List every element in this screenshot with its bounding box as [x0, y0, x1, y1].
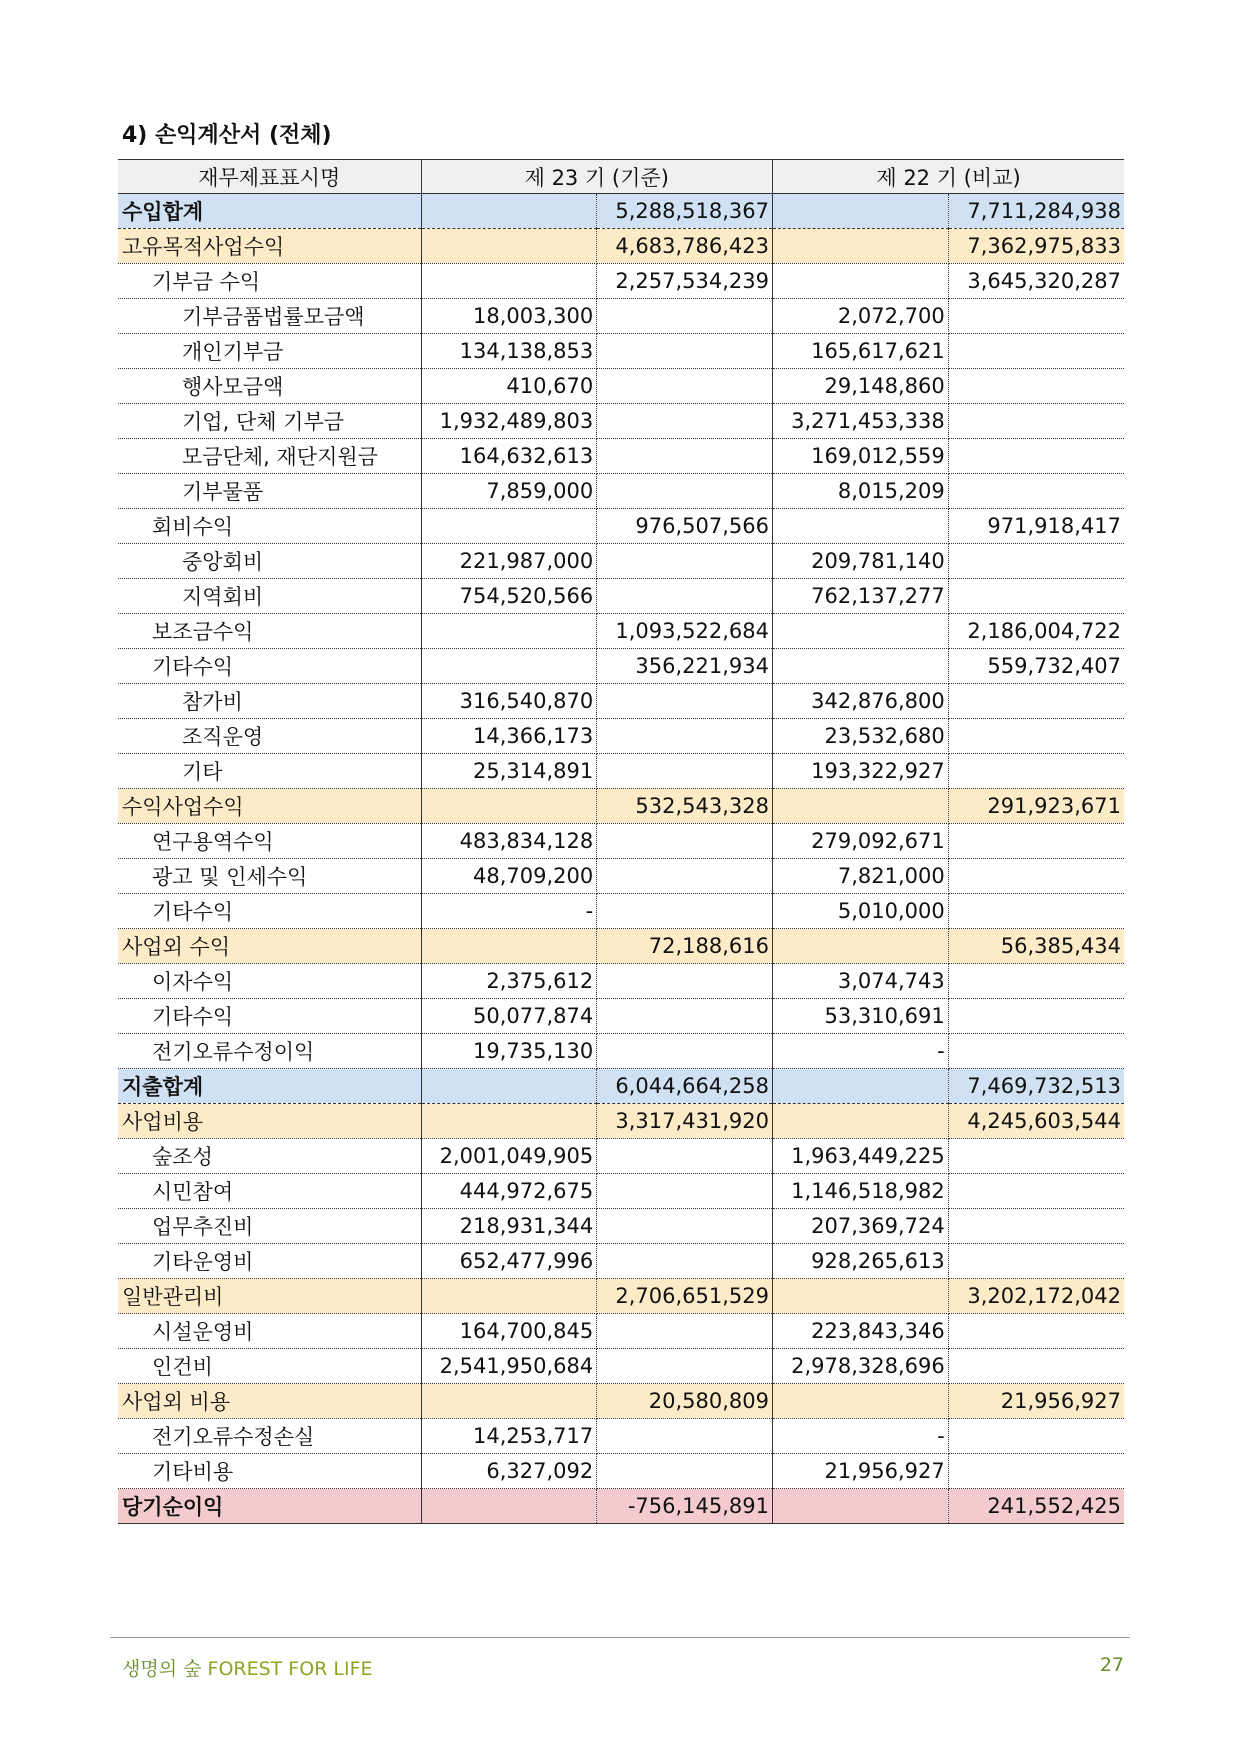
cell-current-detail	[421, 509, 597, 544]
cell-prior-detail	[773, 264, 949, 299]
row-label: 수입합계	[118, 194, 421, 229]
row-label: 조직운영	[118, 719, 421, 754]
cell-prior-subtotal	[948, 474, 1124, 509]
table-row	[118, 1279, 1124, 1314]
table-row	[118, 229, 1124, 264]
row-label: 기타	[118, 754, 421, 789]
cell-current-detail: 483,834,128	[421, 824, 597, 859]
row-label: 회비수익	[118, 509, 421, 544]
cell-prior-subtotal	[948, 894, 1124, 929]
page-number: 27	[1099, 1654, 1124, 1676]
table-row	[118, 509, 1124, 544]
cell-current-detail	[421, 1384, 597, 1419]
cell-prior-subtotal	[948, 859, 1124, 894]
cell-prior-subtotal: 559,732,407	[948, 649, 1124, 684]
cell-current-subtotal: 2,257,534,239	[597, 264, 773, 299]
cell-current-subtotal	[597, 894, 773, 929]
cell-prior-subtotal: 971,918,417	[948, 509, 1124, 544]
cell-prior-detail	[773, 194, 949, 229]
cell-prior-detail: 207,369,724	[773, 1209, 949, 1244]
cell-prior-subtotal: 7,711,284,938	[948, 194, 1124, 229]
row-label: 행사모금액	[118, 369, 421, 404]
cell-current-subtotal: 3,317,431,920	[597, 1104, 773, 1139]
cell-prior-subtotal	[948, 579, 1124, 614]
cell-prior-detail: 1,963,449,225	[773, 1139, 949, 1174]
cell-current-subtotal	[597, 439, 773, 474]
table-row	[118, 404, 1124, 439]
page-title: 4) 손익계산서 (전체)	[122, 123, 332, 148]
cell-prior-detail	[773, 1384, 949, 1419]
cell-prior-detail: 21,956,927	[773, 1454, 949, 1489]
cell-current-detail	[421, 194, 597, 229]
cell-prior-detail: 928,265,613	[773, 1244, 949, 1279]
table-row	[118, 1209, 1124, 1244]
cell-current-detail: 316,540,870	[421, 684, 597, 719]
cell-prior-subtotal	[948, 1209, 1124, 1244]
header-current-period: 제 23 기 (기준)	[421, 160, 773, 194]
row-label: 기부물품	[118, 474, 421, 509]
cell-current-detail: 754,520,566	[421, 579, 597, 614]
table-row	[118, 194, 1124, 229]
cell-prior-subtotal	[948, 999, 1124, 1034]
cell-current-subtotal: 6,044,664,258	[597, 1069, 773, 1104]
row-label: 전기오류수정손실	[118, 1419, 421, 1454]
cell-current-subtotal	[597, 1349, 773, 1384]
cell-current-detail: 2,541,950,684	[421, 1349, 597, 1384]
cell-current-detail	[421, 789, 597, 824]
table-row	[118, 684, 1124, 719]
cell-current-subtotal: 72,188,616	[597, 929, 773, 964]
row-label: 기타수익	[118, 999, 421, 1034]
table-row	[118, 1419, 1124, 1454]
cell-prior-detail: 165,617,621	[773, 334, 949, 369]
cell-prior-detail	[773, 509, 949, 544]
row-label: 기타수익	[118, 894, 421, 929]
cell-current-subtotal: 4,683,786,423	[597, 229, 773, 264]
cell-current-subtotal	[597, 1209, 773, 1244]
cell-prior-detail: 2,978,328,696	[773, 1349, 949, 1384]
cell-current-detail: 18,003,300	[421, 299, 597, 334]
cell-current-subtotal	[597, 964, 773, 999]
cell-current-detail	[421, 1069, 597, 1104]
income-statement-table	[118, 159, 1124, 1524]
row-label: 연구용역수익	[118, 824, 421, 859]
cell-current-subtotal: 2,706,651,529	[597, 1279, 773, 1314]
cell-prior-subtotal	[948, 299, 1124, 334]
table-row	[118, 1244, 1124, 1279]
row-label: 사업외 비용	[118, 1384, 421, 1419]
cell-current-subtotal	[597, 754, 773, 789]
cell-prior-subtotal	[948, 1419, 1124, 1454]
row-label: 사업비용	[118, 1104, 421, 1139]
cell-prior-subtotal	[948, 1349, 1124, 1384]
cell-current-subtotal	[597, 544, 773, 579]
cell-prior-subtotal	[948, 964, 1124, 999]
cell-current-subtotal: -756,145,891	[597, 1489, 773, 1524]
table-row	[118, 1454, 1124, 1489]
cell-prior-subtotal	[948, 1034, 1124, 1069]
cell-current-detail: 164,700,845	[421, 1314, 597, 1349]
cell-current-detail: 25,314,891	[421, 754, 597, 789]
row-label: 숲조성	[118, 1139, 421, 1174]
header-account-name: 재무제표표시명	[118, 160, 421, 194]
cell-prior-detail	[773, 1104, 949, 1139]
cell-current-subtotal	[597, 684, 773, 719]
cell-current-detail: 6,327,092	[421, 1454, 597, 1489]
cell-current-detail: 134,138,853	[421, 334, 597, 369]
cell-prior-subtotal: 7,362,975,833	[948, 229, 1124, 264]
cell-current-detail	[421, 229, 597, 264]
cell-current-detail	[421, 264, 597, 299]
cell-prior-detail: 3,074,743	[773, 964, 949, 999]
cell-prior-detail	[773, 649, 949, 684]
cell-prior-subtotal	[948, 334, 1124, 369]
cell-prior-detail	[773, 1279, 949, 1314]
row-label: 기타수익	[118, 649, 421, 684]
cell-prior-subtotal: 4,245,603,544	[948, 1104, 1124, 1139]
cell-prior-detail	[773, 789, 949, 824]
table-row	[118, 1174, 1124, 1209]
cell-current-subtotal	[597, 859, 773, 894]
row-label: 전기오류수정이익	[118, 1034, 421, 1069]
footer-divider	[110, 1637, 1130, 1638]
cell-current-detail: 14,253,717	[421, 1419, 597, 1454]
cell-current-subtotal	[597, 1244, 773, 1279]
cell-current-detail: 221,987,000	[421, 544, 597, 579]
table-row	[118, 929, 1124, 964]
table-row	[118, 1069, 1124, 1104]
cell-prior-detail: 279,092,671	[773, 824, 949, 859]
row-label: 고유목적사업수익	[118, 229, 421, 264]
row-label: 기타운영비	[118, 1244, 421, 1279]
cell-current-detail: 2,375,612	[421, 964, 597, 999]
footer-brand-name: FOREST FOR LIFE	[207, 1658, 373, 1680]
table-row	[118, 614, 1124, 649]
cell-current-detail: 410,670	[421, 369, 597, 404]
row-label: 지역회비	[118, 579, 421, 614]
cell-current-detail: 48,709,200	[421, 859, 597, 894]
table-row	[118, 824, 1124, 859]
table-row	[118, 1384, 1124, 1419]
cell-prior-detail: 23,532,680	[773, 719, 949, 754]
cell-current-detail: 218,931,344	[421, 1209, 597, 1244]
cell-prior-detail: 5,010,000	[773, 894, 949, 929]
cell-current-detail: 7,859,000	[421, 474, 597, 509]
table-row	[118, 579, 1124, 614]
cell-prior-detail	[773, 929, 949, 964]
cell-prior-detail: 8,015,209	[773, 474, 949, 509]
row-label: 시설운영비	[118, 1314, 421, 1349]
row-label: 지출합계	[118, 1069, 421, 1104]
cell-prior-detail: 209,781,140	[773, 544, 949, 579]
cell-prior-detail: -	[773, 1034, 949, 1069]
table-row	[118, 754, 1124, 789]
table-row	[118, 439, 1124, 474]
cell-prior-detail: 53,310,691	[773, 999, 949, 1034]
cell-prior-subtotal	[948, 1454, 1124, 1489]
cell-current-subtotal	[597, 719, 773, 754]
cell-current-subtotal	[597, 999, 773, 1034]
cell-current-subtotal	[597, 334, 773, 369]
cell-prior-subtotal: 56,385,434	[948, 929, 1124, 964]
row-label: 참가비	[118, 684, 421, 719]
row-label: 수익사업수익	[118, 789, 421, 824]
footer-branding	[122, 1654, 373, 1681]
cell-prior-subtotal	[948, 439, 1124, 474]
cell-current-subtotal: 532,543,328	[597, 789, 773, 824]
table-row	[118, 1139, 1124, 1174]
cell-current-subtotal	[597, 299, 773, 334]
table-row	[118, 894, 1124, 929]
cell-current-detail: 652,477,996	[421, 1244, 597, 1279]
row-label: 업무추진비	[118, 1209, 421, 1244]
table-row	[118, 1034, 1124, 1069]
cell-prior-subtotal: 3,645,320,287	[948, 264, 1124, 299]
cell-current-subtotal	[597, 1139, 773, 1174]
row-label: 중앙회비	[118, 544, 421, 579]
cell-prior-detail: 29,148,860	[773, 369, 949, 404]
table-header-row	[118, 160, 1124, 194]
cell-current-detail	[421, 614, 597, 649]
cell-prior-subtotal: 7,469,732,513	[948, 1069, 1124, 1104]
cell-current-detail: 164,632,613	[421, 439, 597, 474]
cell-prior-detail: 2,072,700	[773, 299, 949, 334]
cell-current-subtotal	[597, 1454, 773, 1489]
cell-current-detail	[421, 1104, 597, 1139]
cell-prior-detail: -	[773, 1419, 949, 1454]
footer-org-name: 생명의 숲	[122, 1658, 202, 1680]
cell-current-subtotal	[597, 579, 773, 614]
cell-prior-subtotal	[948, 754, 1124, 789]
cell-current-detail: 14,366,173	[421, 719, 597, 754]
cell-prior-subtotal	[948, 404, 1124, 439]
cell-current-detail: 19,735,130	[421, 1034, 597, 1069]
table-body	[118, 194, 1124, 1524]
cell-current-subtotal	[597, 1419, 773, 1454]
row-label: 기업, 단체 기부금	[118, 404, 421, 439]
cell-current-subtotal	[597, 404, 773, 439]
cell-current-detail	[421, 649, 597, 684]
cell-current-detail	[421, 1279, 597, 1314]
cell-current-subtotal	[597, 474, 773, 509]
row-label: 광고 및 인세수익	[118, 859, 421, 894]
header-prior-period: 제 22 기 (비교)	[773, 160, 1125, 194]
row-label: 이자수익	[118, 964, 421, 999]
row-label: 당기순이익	[118, 1489, 421, 1524]
cell-prior-subtotal: 21,956,927	[948, 1384, 1124, 1419]
table-row	[118, 859, 1124, 894]
table-row	[118, 544, 1124, 579]
cell-current-subtotal: 356,221,934	[597, 649, 773, 684]
table-row	[118, 1314, 1124, 1349]
table-row	[118, 999, 1124, 1034]
cell-prior-subtotal	[948, 1174, 1124, 1209]
row-label: 사업외 수익	[118, 929, 421, 964]
cell-prior-detail: 7,821,000	[773, 859, 949, 894]
table-row	[118, 964, 1124, 999]
cell-current-subtotal	[597, 1034, 773, 1069]
cell-prior-detail: 3,271,453,338	[773, 404, 949, 439]
row-label: 모금단체, 재단지원금	[118, 439, 421, 474]
cell-current-subtotal	[597, 1174, 773, 1209]
cell-current-subtotal: 20,580,809	[597, 1384, 773, 1419]
table-row	[118, 1349, 1124, 1384]
cell-prior-detail: 762,137,277	[773, 579, 949, 614]
row-label: 일반관리비	[118, 1279, 421, 1314]
row-label: 시민참여	[118, 1174, 421, 1209]
cell-prior-subtotal	[948, 544, 1124, 579]
row-label: 개인기부금	[118, 334, 421, 369]
cell-prior-subtotal	[948, 719, 1124, 754]
cell-current-subtotal	[597, 824, 773, 859]
cell-prior-subtotal: 3,202,172,042	[948, 1279, 1124, 1314]
cell-prior-subtotal	[948, 824, 1124, 859]
cell-current-detail	[421, 1489, 597, 1524]
cell-current-detail	[421, 929, 597, 964]
cell-prior-subtotal	[948, 1314, 1124, 1349]
table-row	[118, 789, 1124, 824]
row-label: 기부금 수익	[118, 264, 421, 299]
cell-prior-detail	[773, 1489, 949, 1524]
table-row	[118, 299, 1124, 334]
cell-prior-detail: 1,146,518,982	[773, 1174, 949, 1209]
cell-prior-subtotal	[948, 1139, 1124, 1174]
cell-prior-subtotal: 291,923,671	[948, 789, 1124, 824]
cell-current-subtotal: 5,288,518,367	[597, 194, 773, 229]
cell-current-subtotal: 976,507,566	[597, 509, 773, 544]
table-row	[118, 1489, 1124, 1524]
row-label: 보조금수익	[118, 614, 421, 649]
cell-prior-subtotal	[948, 684, 1124, 719]
row-label: 기부금품법률모금액	[118, 299, 421, 334]
cell-prior-detail: 342,876,800	[773, 684, 949, 719]
cell-prior-detail: 169,012,559	[773, 439, 949, 474]
table-row	[118, 649, 1124, 684]
table-row	[118, 334, 1124, 369]
table-row	[118, 264, 1124, 299]
cell-current-detail: 444,972,675	[421, 1174, 597, 1209]
cell-prior-detail: 223,843,346	[773, 1314, 949, 1349]
table-row	[118, 474, 1124, 509]
cell-current-subtotal	[597, 369, 773, 404]
cell-prior-detail	[773, 1069, 949, 1104]
cell-prior-subtotal	[948, 1244, 1124, 1279]
cell-prior-subtotal: 2,186,004,722	[948, 614, 1124, 649]
cell-current-detail: 50,077,874	[421, 999, 597, 1034]
cell-prior-detail: 193,322,927	[773, 754, 949, 789]
row-label: 기타비용	[118, 1454, 421, 1489]
cell-prior-subtotal: 241,552,425	[948, 1489, 1124, 1524]
cell-current-detail: 1,932,489,803	[421, 404, 597, 439]
cell-prior-detail	[773, 614, 949, 649]
cell-current-subtotal: 1,093,522,684	[597, 614, 773, 649]
table-row	[118, 719, 1124, 754]
row-label: 인건비	[118, 1349, 421, 1384]
cell-current-subtotal	[597, 1314, 773, 1349]
cell-current-detail: 2,001,049,905	[421, 1139, 597, 1174]
table-row	[118, 369, 1124, 404]
cell-prior-detail	[773, 229, 949, 264]
cell-current-detail: -	[421, 894, 597, 929]
table-row	[118, 1104, 1124, 1139]
cell-prior-subtotal	[948, 369, 1124, 404]
